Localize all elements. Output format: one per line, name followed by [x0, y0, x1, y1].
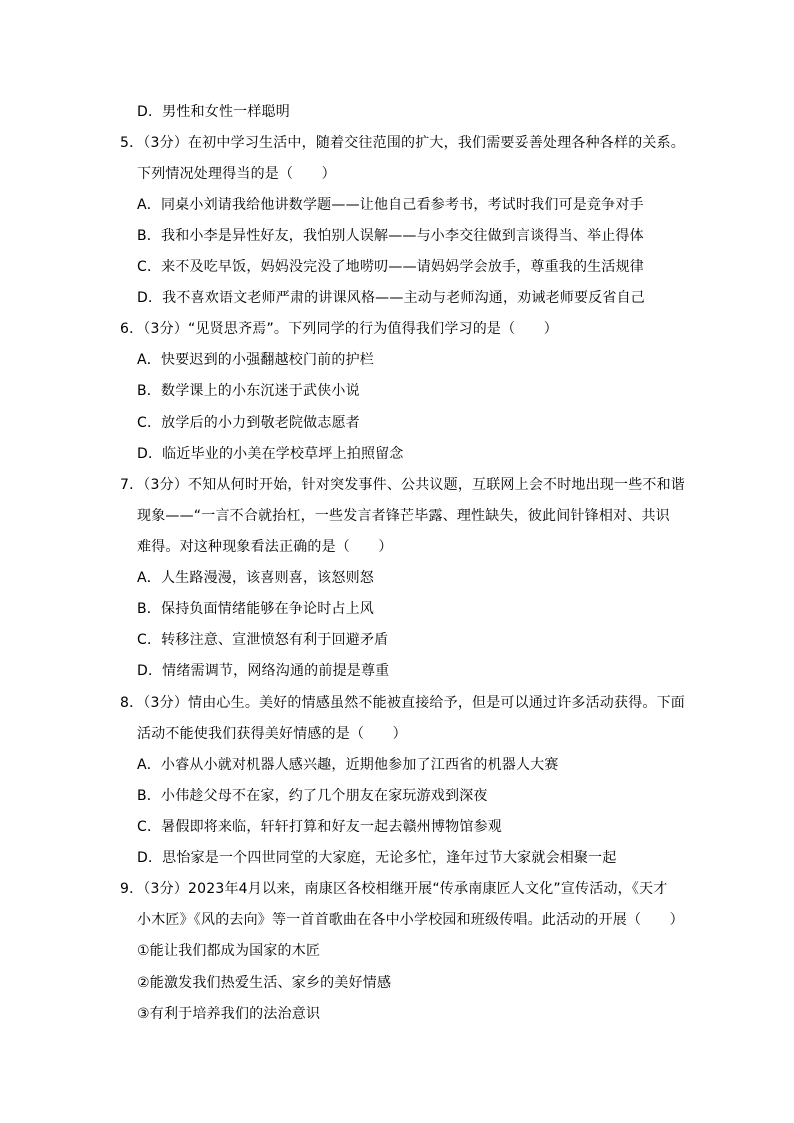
question-5-option-b: B．我和小李是异性好友，我怕别人误解——与小李交往做到言谈得当、举止得体 [137, 228, 644, 244]
question-7-option-c: C．转移注意、宣泄愤怒有利于回避矛盾 [137, 632, 389, 648]
question-5-option-d: D．我不喜欢语文老师严肃的讲课风格——主动与老师沟通，劝诫老师要反省自己 [137, 290, 645, 306]
question-8-option-b: B．小伟趁父母不在家，约了几个朋友在家玩游戏到深夜 [137, 788, 488, 804]
question-9-statement-2: ②能激发我们热爱生活、家乡的美好情感 [137, 975, 392, 991]
question-7: 7．（3分）不知从何时开始，针对突发事件、公共议题，互联网上会不时地出现一些不和谐 [120, 477, 686, 493]
question-5-option-a: A．同桌小刘请我给他讲数学题——让他自己看参考书，考试时我们可是竞争对手 [137, 197, 644, 213]
question-6-option-d: D．临近毕业的小美在学校草坪上拍照留念 [137, 446, 404, 462]
question-6-option-b: B．数学课上的小东沉迷于武侠小说 [137, 383, 360, 399]
question-7-continued-1: 现象——“一言不合就抬杠，一些发言者锋芒毕露、理性缺失，彼此间针锋相对、共识 [137, 508, 670, 524]
question-6-option-a: A．快要迟到的小强翻越校门前的护栏 [137, 352, 374, 368]
question-9-continued: 小木匠》《风的去向》等一首首歌曲在各中小学校园和班级传唱。此活动的开展（ ） [137, 912, 684, 928]
question-5: 5．（3分）在初中学习生活中，随着交往范围的扩大，我们需要妥善处理各种各样的关系。 [120, 135, 686, 151]
question-9-statement-1: ①能让我们都成为国家的木匠 [137, 943, 321, 959]
question-8-continued: 活动不能使我们获得美好情感的是（ ） [137, 726, 407, 742]
question-9-statement-3: ③有利于培养我们的法治意识 [137, 1006, 321, 1022]
question-5-option-c: C．来不及吃早饭，妈妈没完没了地唠叨——请妈妈学会放手，尊重我的生活规律 [137, 259, 644, 275]
question-9: 9．（3分）2023年4月以来，南康区各校相继开展“传承南康匠人文化”宣传活动，《天才 [120, 881, 668, 897]
question-7-option-b: B．保持负面情绪能够在争论时占上风 [137, 601, 375, 617]
option-text: D．男性和女性一样聪明 [137, 104, 290, 120]
question-6-option-c: C．放学后的小力到敬老院做志愿者 [137, 415, 360, 431]
question-6: 6．（3分）“见贤思齐焉”。下列同学的行为值得我们学习的是（ ） [120, 321, 558, 337]
question-5-continued: 下列情况处理得当的是（ ） [137, 166, 336, 182]
question-7-continued-2: 难得。对这种现象看法正确的是（ ） [137, 539, 393, 555]
question-8-option-d: D．思怡家是一个四世同堂的大家庭，无论多忙，逢年过节大家就会相聚一起 [137, 850, 617, 866]
question-8: 8．（3分）情由心生。美好的情感虽然不能被直接给予，但是可以通过许多活动获得。下面 [120, 695, 686, 711]
question-8-option-a: A．小睿从小就对机器人感兴趣，近期他参加了江西省的机器人大赛 [137, 757, 559, 773]
question-7-option-d: D．情绪需调节，网络沟通的前提是尊重 [137, 663, 390, 679]
question-8-option-c: C．暑假即将来临，轩轩打算和好友一起去赣州博物馆参观 [137, 819, 502, 835]
question-7-option-a: A．人生路漫漫，该喜则喜，该怒则怒 [137, 570, 374, 586]
